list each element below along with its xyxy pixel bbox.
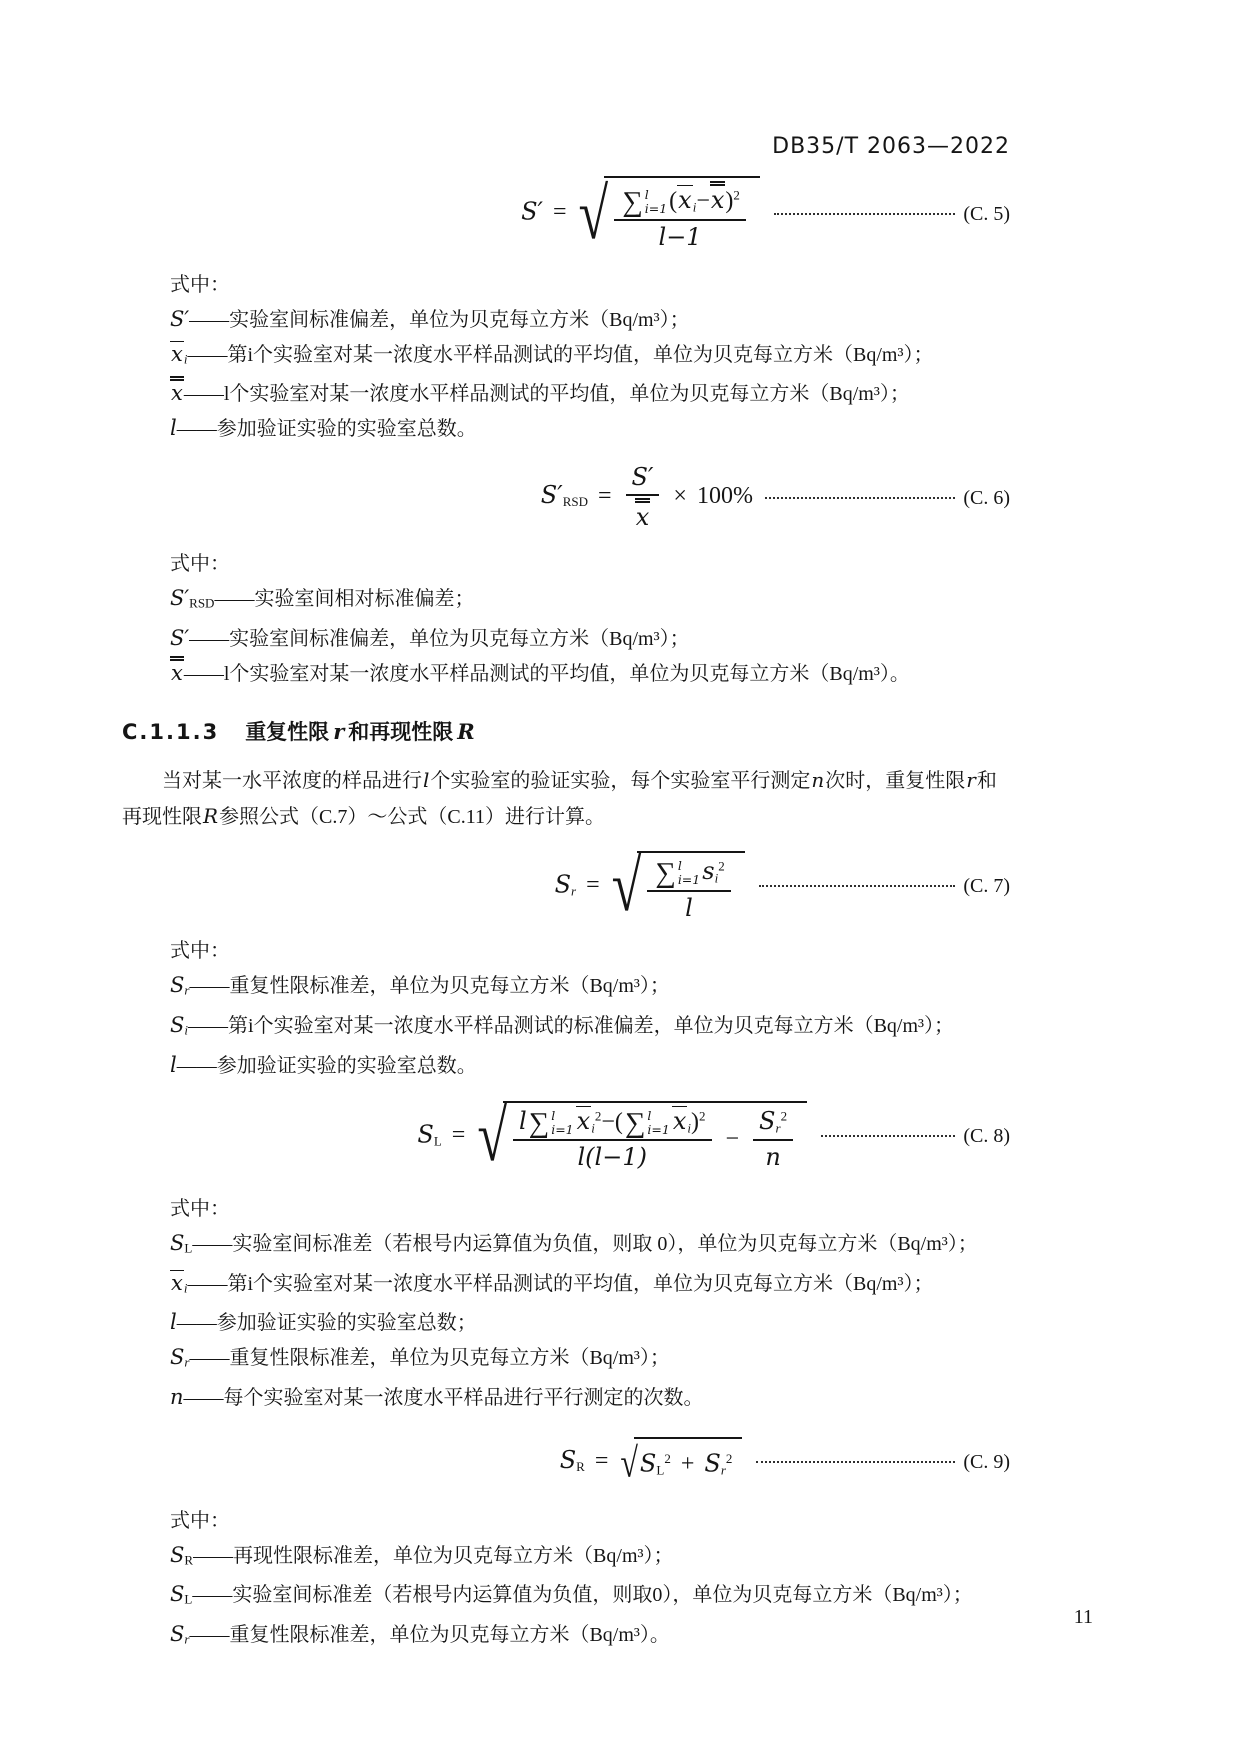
var-r: r <box>966 767 976 792</box>
square-root <box>578 173 760 255</box>
var-S: S <box>559 1445 577 1474</box>
subscript-r: r <box>775 1120 781 1136</box>
open-paren: ( <box>614 1108 623 1135</box>
var-x: x <box>635 503 650 532</box>
definition-text: ——参加验证实验的实验室总数。 <box>176 418 477 441</box>
sum-lower-limit: i=1 <box>551 1121 574 1137</box>
sum-upper-limit: l <box>551 1107 556 1123</box>
equation-c8-body <box>417 1096 809 1177</box>
radicand <box>637 851 744 923</box>
percent-value: 100% <box>696 483 753 510</box>
equation-label: (C. 6) <box>963 486 1010 509</box>
superscript-2: 2 <box>725 1450 733 1466</box>
doc-header <box>772 134 1010 160</box>
fraction-denominator: l <box>685 893 693 922</box>
times-sign: × <box>673 483 687 510</box>
definition-text: ——再现性限标准差，单位为贝克每立方米（Bq/m³）； <box>193 1544 674 1567</box>
definition-list-c6 <box>122 547 1010 691</box>
square-root <box>611 846 745 927</box>
heading-text: 和再现性限 <box>348 719 454 744</box>
equals-sign: = <box>553 199 567 226</box>
equals-sign: = <box>597 483 612 510</box>
square-root <box>477 1096 807 1177</box>
x-double-bar <box>635 498 651 530</box>
symbol-S-R: S <box>170 1542 185 1567</box>
definition-item: $S_r——$重复性限标准差，单位为贝克每立方米（Bq/m³）； <box>170 973 670 998</box>
superscript-2: 2 <box>780 1108 788 1124</box>
sum-lower-limit: i=1 <box>644 201 668 217</box>
subscript-r: r <box>571 883 577 899</box>
symbol-n: n <box>170 1384 184 1409</box>
definition-text: ——参加验证实验的实验室总数； <box>176 1312 477 1335</box>
equation-label: (C. 5) <box>963 202 1010 225</box>
definition-text: ——实验室间标准偏差，单位为贝克每立方米（Bq/m³）； <box>189 627 690 650</box>
definition-text: ——实验室间标准偏差，单位为贝克每立方米（Bq/m³）； <box>189 308 690 331</box>
var-r: r <box>333 718 345 744</box>
fraction-numerator <box>647 856 730 892</box>
subscript-L: L <box>433 1133 442 1149</box>
sum-upper-limit: l <box>644 187 649 203</box>
x-double-bar: x <box>170 656 184 684</box>
summation <box>528 1106 574 1139</box>
definition-list-c9 <box>122 1504 1010 1657</box>
superscript-2: 2 <box>664 1450 671 1466</box>
minus-sign: − <box>601 1108 615 1135</box>
definition-text: ——l个实验室对某一浓度水平样品测试的平均值，单位为贝克每立方米（Bq/m³）。 <box>183 662 910 685</box>
sum-lower-limit: i=1 <box>677 872 701 888</box>
subscript-i: i <box>591 1119 595 1135</box>
radical-icon: √ <box>611 846 642 927</box>
symbol-x-bar-i: $x_i$ <box>171 1270 188 1296</box>
dotted-leader <box>821 1135 955 1137</box>
dotted-leader <box>756 1461 955 1463</box>
close-paren: ) <box>725 188 734 214</box>
symbol-l: l <box>170 416 177 441</box>
where-label: 式中： <box>170 273 230 296</box>
var-S: S <box>704 1449 721 1478</box>
dotted-leader <box>765 497 955 499</box>
symbol-S-prime-RSD: S′ <box>170 586 190 611</box>
paragraph-text: 次时，重复性限 <box>825 769 966 792</box>
sum-limits <box>678 859 700 888</box>
sum-limits <box>645 188 667 217</box>
definition-item: $S'_{RSD}——$实验室间相对标准偏差； <box>170 586 475 611</box>
body-paragraph <box>122 763 1010 835</box>
definition-text: ——第i个实验室对某一浓度水平样品测试的标准偏差，单位为贝克每立方米（Bq/m³）； <box>188 1014 955 1037</box>
superscript-2: 2 <box>699 1108 706 1124</box>
sum-limits <box>647 1109 669 1138</box>
symbol-S-r: S <box>170 973 185 998</box>
sum-icon: ∑ <box>528 1106 550 1139</box>
definition-item <box>122 1048 1010 1083</box>
fraction-denominator <box>635 496 651 533</box>
definition-item <box>122 376 1010 411</box>
var-S: S <box>639 1449 657 1478</box>
square-root <box>620 1437 742 1488</box>
sum-icon: ∑ <box>624 1106 646 1139</box>
equation-c5 <box>122 173 1010 255</box>
equals-sign: = <box>594 1447 609 1474</box>
x-bar: x <box>171 1270 183 1295</box>
symbol-S-L: S <box>170 1582 185 1607</box>
paragraph-text: 和再现性限 <box>122 769 997 828</box>
minus-sign: − <box>725 1125 740 1152</box>
equation-c9 <box>122 1437 1010 1488</box>
var-s: s <box>702 856 715 885</box>
var-S-prime: S′ <box>540 481 563 510</box>
equation-label: (C. 7) <box>963 875 1010 898</box>
fraction <box>626 462 660 533</box>
x-bar <box>677 185 693 213</box>
definition-item <box>122 656 1010 691</box>
heading-text: 重复性限 <box>245 719 330 744</box>
superscript-2: 2 <box>718 858 725 874</box>
equation-c6 <box>122 462 1010 533</box>
equation-c9-body <box>560 1437 745 1488</box>
paragraph-text: 参照公式（C.7）～公式（C.11）进行计算。 <box>219 805 605 828</box>
where-label: 式中： <box>170 1509 230 1532</box>
minus-sign: − <box>696 188 710 214</box>
var-x: x <box>672 1106 687 1135</box>
definition-item <box>122 411 1010 446</box>
where-label: 式中： <box>170 1198 230 1221</box>
symbol-S-L: S <box>170 1231 185 1256</box>
definition-list-c5 <box>122 268 1010 447</box>
definition-item <box>122 1305 1010 1340</box>
symbol-S-prime: S′ <box>170 306 190 331</box>
symbol-x-double-bar <box>170 661 184 685</box>
superscript-2: 2 <box>733 187 740 203</box>
equation-label: (C. 9) <box>963 1451 1011 1474</box>
definition-item <box>122 302 1010 337</box>
definition-list-c7 <box>122 934 1010 1082</box>
definition-text: ——实验室间标准差（若根号内运算值为负值，则取 0），单位为贝克每立方米（Bq/m³）； <box>192 1233 978 1256</box>
subscript-RSD: RSD <box>562 494 588 510</box>
fraction <box>647 856 730 923</box>
plus-sign: + <box>680 1451 695 1478</box>
doc-code: DB35/T 2063—2022 <box>772 134 1010 159</box>
radicand <box>503 1101 807 1173</box>
subscript-L: L <box>656 1462 665 1478</box>
close-paren: ) <box>691 1108 699 1135</box>
equation-c7 <box>122 846 1010 927</box>
dotted-leader <box>759 885 956 887</box>
fraction-numerator <box>614 181 746 221</box>
radical-icon: √ <box>578 173 609 255</box>
summation <box>655 856 701 889</box>
summation <box>624 1106 670 1139</box>
definition-text: ——实验室间标准差（若根号内运算值为负值，则取0），单位为贝克每立方米（Bq/m³）； <box>192 1584 973 1607</box>
sum-upper-limit: l <box>647 1107 652 1123</box>
var-x: x <box>678 186 692 214</box>
fraction-numerator <box>753 1106 793 1141</box>
subscript-r: r <box>720 1462 726 1478</box>
var-S: S <box>759 1106 776 1135</box>
definition-item: $S_r——$重复性限标准差，单位为贝克每立方米（Bq/m³）。 <box>170 1621 670 1647</box>
dotted-leader <box>774 213 955 215</box>
symbol-S-r: S <box>170 1345 185 1370</box>
definition-item: $S_L——$实验室间标准差（若根号内运算值为负值，则取0），单位为贝克每立方米（Bq/m³）； <box>170 1582 973 1607</box>
fraction-denominator: n <box>765 1142 781 1171</box>
definition-item <box>122 1380 1010 1415</box>
where-label: 式中： <box>170 553 230 576</box>
paragraph-text: 个实验室的验证实验，每个实验室平行测定 <box>430 769 811 792</box>
definition-text: ——第i个实验室对某一浓度水平样品测试的平均值，单位为贝克每立方米（Bq/m³）； <box>187 1272 934 1295</box>
sum-upper-limit: l <box>677 857 682 873</box>
radical-icon: √ <box>477 1096 507 1177</box>
var-l: l <box>423 767 430 792</box>
fraction-numerator <box>513 1106 712 1142</box>
x-bar <box>576 1106 592 1134</box>
section-number: C.1.1.3 <box>122 719 220 744</box>
var-l: l <box>518 1106 527 1135</box>
symbol-l: l <box>170 1310 177 1335</box>
subscript-i: i <box>687 1119 691 1135</box>
x-bar <box>672 1106 688 1134</box>
page-number: 11 <box>1073 1606 1093 1628</box>
page-content <box>122 172 1010 1656</box>
symbol-S-i: S <box>170 1012 185 1037</box>
definition-text: ——实验室间相对标准偏差； <box>214 588 475 611</box>
where-label: 式中： <box>170 940 230 963</box>
x-double-bar <box>710 181 726 213</box>
paragraph-text: 当对某一水平浓度的样品进行 <box>162 769 422 792</box>
definition-item <box>122 1266 1010 1306</box>
sum-lower-limit: i=1 <box>647 1121 670 1137</box>
symbol-l: l <box>170 1052 177 1077</box>
equals-sign: = <box>451 1121 466 1148</box>
summation <box>622 188 667 217</box>
x-double-bar: x <box>170 376 184 404</box>
subscript-R: R <box>576 1459 585 1475</box>
fraction <box>753 1106 793 1172</box>
var-S: S <box>417 1119 434 1148</box>
symbol-S-prime: S′ <box>170 625 190 650</box>
equation-c5-body <box>521 173 762 255</box>
var-x: x <box>576 1106 591 1135</box>
definition-item: $S_L——$实验室间标准差（若根号内运算值为负值，则取 0），单位为贝克每立方米（Bq/m³）； <box>170 1231 978 1256</box>
definition-text: ——重复性限标准差，单位为贝克每立方米（Bq/m³）； <box>189 975 670 998</box>
definition-text: ——每个实验室对某一浓度水平样品进行平行测定的次数。 <box>183 1386 704 1409</box>
fraction-denominator: l(l−1) <box>577 1143 647 1172</box>
radicand <box>604 176 760 252</box>
definition-text: ——参加验证实验的实验室总数。 <box>176 1054 477 1077</box>
fraction <box>513 1106 712 1173</box>
sum-limits <box>551 1109 573 1138</box>
radicand <box>634 1437 742 1488</box>
definition-item <box>122 337 1010 377</box>
definition-item: $S_r——$重复性限标准差，单位为贝克每立方米（Bq/m³）； <box>170 1345 670 1370</box>
x-bar: x <box>171 341 183 366</box>
equals-sign: = <box>586 872 600 899</box>
definition-item: $S_i——$第i个实验室对某一浓度水平样品测试的标准偏差，单位为贝克每立方米（Bq/m³）； <box>170 1012 955 1038</box>
superscript-2: 2 <box>594 1108 602 1124</box>
open-paren: ( <box>669 188 678 214</box>
equation-c8 <box>122 1096 1010 1177</box>
fraction <box>614 181 746 252</box>
symbol-x-bar-i: $x_i$ <box>171 341 188 367</box>
definition-text: ——重复性限标准差，单位为贝克每立方米（Bq/m³）； <box>189 1347 670 1370</box>
var-x: x <box>710 186 725 214</box>
section-heading <box>122 715 1010 749</box>
var-R: R <box>457 718 475 744</box>
definition-text: ——第i个实验室对某一浓度水平样品测试的平均值，单位为贝克每立方米（Bq/m³）； <box>187 343 934 366</box>
subscript-i: i <box>714 869 719 885</box>
definition-text: ——重复性限标准差，单位为贝克每立方米（Bq/m³）。 <box>189 1623 670 1646</box>
definition-text: ——l个实验室对某一浓度水平样品测试的平均值，单位为贝克每立方米（Bq/m³）； <box>183 383 910 406</box>
subscript-i: i <box>692 199 697 215</box>
definition-list-c8 <box>122 1192 1010 1415</box>
var-S: S <box>554 870 572 899</box>
var-S-prime: S′ <box>521 197 543 226</box>
var-R: R <box>203 803 219 828</box>
equation-c7-body <box>554 846 747 927</box>
symbol-S-r: S <box>170 1621 185 1646</box>
sum-icon: ∑ <box>622 186 643 219</box>
symbol-x-double-bar <box>170 381 184 405</box>
var-n: n <box>811 767 825 792</box>
radical-icon: √ <box>620 1438 638 1486</box>
definition-item <box>122 621 1010 656</box>
definition-item: $S_R——$再现性限标准差，单位为贝克每立方米（Bq/m³）； <box>170 1542 674 1568</box>
equation-label: (C. 8) <box>963 1125 1010 1148</box>
fraction-denominator: l−1 <box>658 222 702 251</box>
sum-icon: ∑ <box>655 856 676 889</box>
equation-c6-body <box>541 462 753 533</box>
radicand-expression <box>640 1442 732 1488</box>
fraction-numerator: S′ <box>626 462 660 496</box>
